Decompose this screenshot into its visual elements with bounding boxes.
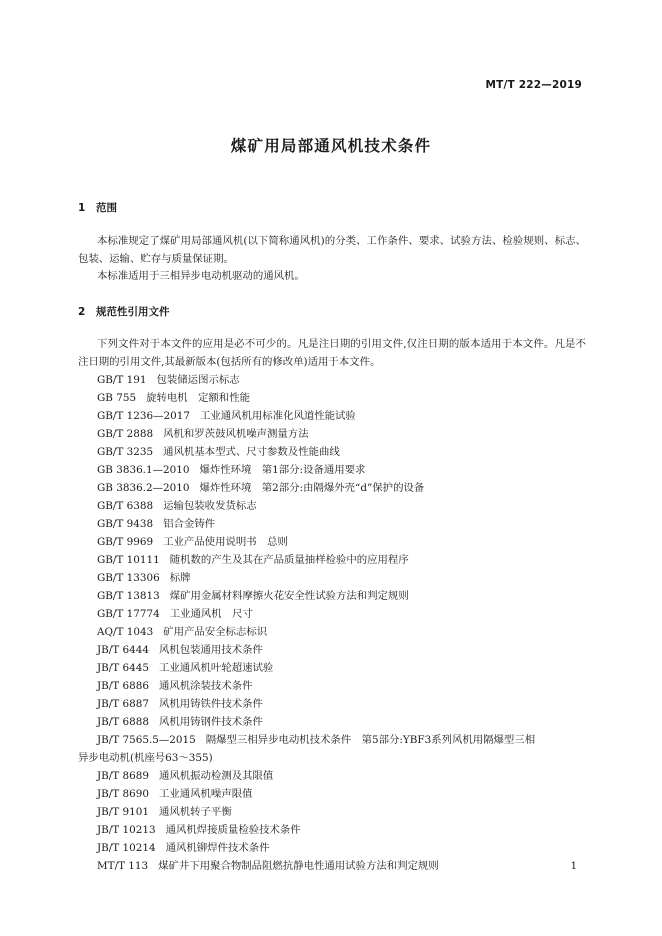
reference-item — [78, 515, 588, 533]
reference-first-line — [78, 731, 588, 749]
reference-item — [78, 659, 588, 677]
reference-continuation: 异步电动机(机座号63～355) — [78, 752, 213, 764]
reference-title: 通风机铆焊件技术条件 — [165, 842, 270, 854]
reference-code: GB 3836.1—2010 — [97, 464, 190, 476]
reference-code: GB/T 13813 — [97, 590, 160, 602]
reference-item — [78, 695, 588, 713]
reference-item — [78, 641, 588, 659]
reference-item — [78, 569, 588, 587]
reference-title: 工业通风机叶轮超速试验 — [158, 662, 274, 674]
reference-code: JB/T 6887 — [97, 698, 149, 710]
reference-title: 爆炸性环境 第2部分:由隔爆外壳“d”保护的设备 — [199, 482, 425, 494]
reference-code: GB/T 9438 — [97, 518, 154, 530]
reference-code: GB/T 2888 — [97, 428, 154, 440]
reference-code: JB/T 10213 — [97, 824, 156, 836]
reference-item — [78, 713, 588, 731]
reference-title: 标牌 — [169, 572, 191, 584]
reference-item — [78, 857, 588, 875]
reference-title: 工业产品使用说明书 总则 — [163, 536, 288, 548]
reference-code: GB/T 191 — [97, 374, 147, 386]
reference-title: 风机包装通用技术条件 — [158, 644, 263, 656]
reference-item — [78, 623, 588, 641]
reference-title: 通风机振动检测及其限值 — [158, 770, 274, 782]
reference-code: GB/T 13306 — [97, 572, 160, 584]
reference-title: 风机用铸钢件技术条件 — [158, 716, 263, 728]
reference-item — [78, 461, 588, 479]
reference-title: 煤矿用金属材料摩擦火花安全性试验方法和判定规则 — [169, 590, 409, 602]
page-number: 1 — [570, 861, 577, 872]
section-1-heading — [78, 200, 117, 215]
reference-item — [78, 785, 588, 803]
reference-title: 煤矿井下用聚合物制品阻燃抗静电性通用试验方法和判定规则 — [158, 860, 439, 872]
reference-title: 包装储运图示标志 — [156, 374, 240, 386]
reference-code: GB/T 6388 — [97, 500, 154, 512]
reference-item — [78, 371, 588, 389]
reference-title: 风机和罗茨鼓风机噪声测量方法 — [163, 428, 309, 440]
reference-item — [78, 587, 588, 605]
reference-item — [78, 605, 588, 623]
standard-code: MT/T 222—2019 — [485, 79, 582, 91]
reference-item — [78, 821, 588, 839]
reference-code: JB/T 6886 — [97, 680, 149, 692]
reference-code: GB 3836.2—2010 — [97, 482, 190, 494]
reference-title: 工业通风机用标准化风道性能试验 — [199, 410, 356, 422]
reference-title: 工业通风机噪声限值 — [158, 788, 253, 800]
reference-title: 爆炸性环境 第1部分:设备通用要求 — [199, 464, 366, 476]
reference-item — [78, 425, 588, 443]
reference-item — [78, 803, 588, 821]
reference-item — [78, 497, 588, 515]
reference-item — [78, 407, 588, 425]
reference-code: JB/T 10214 — [97, 842, 156, 854]
reference-item — [78, 551, 588, 569]
reference-code: GB 755 — [97, 392, 137, 404]
reference-code: JB/T 6888 — [97, 716, 149, 728]
reference-title: 通风机转子平衡 — [158, 806, 232, 818]
reference-title: 铝合金铸件 — [163, 518, 216, 530]
reference-item — [78, 731, 588, 767]
reference-code: JB/T 9101 — [97, 806, 149, 818]
section-1-number: 1 — [78, 202, 86, 214]
reference-code: MT/T 113 — [97, 860, 149, 872]
reference-title: 通风机焊接质量检验技术条件 — [165, 824, 301, 836]
section-1-paragraph-1: 本标准规定了煤矿用局部通风机(以下简称通风机)的分类、工作条件、要求、试验方法、检验规则、标志、包装、运输、贮存与质量保证期。 — [78, 235, 586, 265]
reference-code: AQ/T 1043 — [97, 626, 154, 638]
reference-code: JB/T 6445 — [97, 662, 149, 674]
reference-title: 隔爆型三相异步电动机技术条件 第5部分:YBF3系列风机用隔爆型三相 — [205, 734, 536, 746]
reference-title: 运输包装收发货标志 — [163, 500, 257, 512]
reference-title: 通风机涂装技术条件 — [158, 680, 253, 692]
reference-code: JB/T 8689 — [97, 770, 149, 782]
reference-title: 旋转电机 定额和性能 — [146, 392, 250, 404]
reference-item — [78, 479, 588, 497]
section-2-number: 2 — [78, 306, 86, 318]
reference-code: GB/T 1236—2017 — [97, 410, 190, 422]
normative-reference-list — [78, 371, 588, 875]
reference-code: JB/T 8690 — [97, 788, 149, 800]
section-1-title: 范围 — [96, 202, 117, 214]
section-2-title: 规范性引用文件 — [96, 306, 170, 318]
section-2-heading — [78, 304, 170, 319]
reference-item — [78, 443, 588, 461]
reference-item — [78, 677, 588, 695]
reference-title: 风机用铸铁件技术条件 — [158, 698, 263, 710]
reference-title: 随机数的产生及其在产品质量抽样检验中的应用程序 — [169, 554, 409, 566]
reference-title: 矿用产品安全标志标识 — [163, 626, 268, 638]
section-2-paragraph-1: 下列文件对于本文件的应用是必不可少的。凡是注日期的引用文件,仅注日期的版本适用于本文件。凡是不注日期的引用文件,其最新版本(包括所有的修改单)适用于本文件。 — [78, 338, 586, 368]
reference-item — [78, 389, 588, 407]
document-title: 煤矿用局部通风机技术条件 — [230, 137, 432, 155]
section-1-paragraph-2: 本标准适用于三相异步电动机驱动的通风机。 — [97, 270, 305, 282]
reference-title: 通风机基本型式、尺寸参数及性能曲线 — [163, 446, 340, 458]
reference-code: JB/T 7565.5—2015 — [97, 734, 196, 746]
reference-item — [78, 767, 588, 785]
reference-code: GB/T 3235 — [97, 446, 154, 458]
reference-code: GB/T 9969 — [97, 536, 154, 548]
reference-code: GB/T 17774 — [97, 608, 160, 620]
reference-item — [78, 533, 588, 551]
reference-code: GB/T 10111 — [97, 554, 160, 566]
reference-code: JB/T 6444 — [97, 644, 149, 656]
reference-title: 工业通风机 尺寸 — [169, 608, 253, 620]
reference-item — [78, 839, 588, 857]
